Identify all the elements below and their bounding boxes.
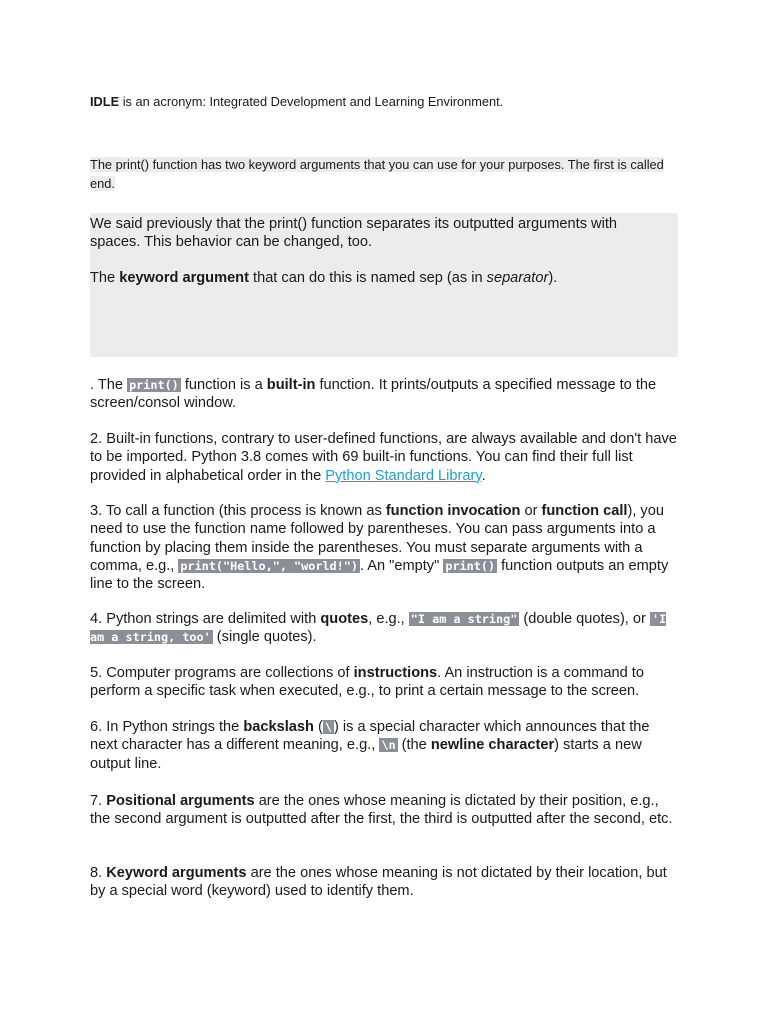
code-print-empty: print() [445,558,496,573]
list-item-6: 6. In Python strings the backslash ( \ ) is a special character which announces that the next character has a different meaning, e.g., \n (the newline character) starts a new output line. [90,719,650,772]
code-newline: \n [381,738,396,753]
code-print-hello-world: print("Hello,", "world!") [180,558,358,573]
list-item-4: 4. Python strings are delimited with quotes, e.g., "I am a string" (double quotes), or 'I am a string, too' (single quotes). [90,611,667,646]
list-item-7: 7. Positional arguments are the ones whose meaning is dictated by their position, e.g., the second argument is outputted after the first, the third is outputted after the second, etc. [90,793,673,828]
code-double-quote-string: "I am a string" [410,612,518,626]
list-item-3: 3. To call a function (this process is known as function invocation or function call), you need to use the function name followed by parentheses. You can pass arguments into a function by placing them inside the parentheses. You must separate arguments with a comma, e.g., print("Hello,", "world!") . An "empty" print() function outputs an empty line to the screen. [90,503,669,593]
sep-box-paragraph-2: The keyword argument that can do this is named sep (as in separator). [90,270,558,286]
print-keyword-paragraph: The print() function has two keyword arguments that you can use for your purposes. The first is called end. [90,157,664,191]
code-print: print() [129,378,179,392]
idle-term: IDLE [90,94,120,109]
code-backslash: \ [324,720,332,734]
idle-paragraph: IDLE is an acronym: Integrated Development and Learning Environment. [90,94,504,109]
list-item-1: . The print() function is a built-in function. It prints/outputs a specified message to the screen/consol window. [90,377,657,412]
list-item-5: 5. Computer programs are collections of instructions. An instruction is a command to perform a specific task when executed, e.g., to print a certain message to the screen. [90,665,644,700]
sep-box-paragraph-1: We said previously that the print() function separates its outputted arguments with spaces. This behavior can be changed, too. [90,216,617,251]
sep-info-box [90,213,678,357]
list-item-8: 8. Keyword arguments are the ones whose meaning is not dictated by their location, but by a special word (keyword) used to identify them. [90,865,667,900]
list-item-2: 2. Built-in functions, contrary to user-defined functions, are always available and don't have to be imported. Python 3.8 comes with 69 built-in functions. You can find their full list provided in alphabetical order in the Python Standard Library. [90,431,677,484]
code-single-quote-string: 'I am a string, too' [90,612,667,645]
python-standard-library-link[interactable]: Python Standard Library [325,467,482,484]
